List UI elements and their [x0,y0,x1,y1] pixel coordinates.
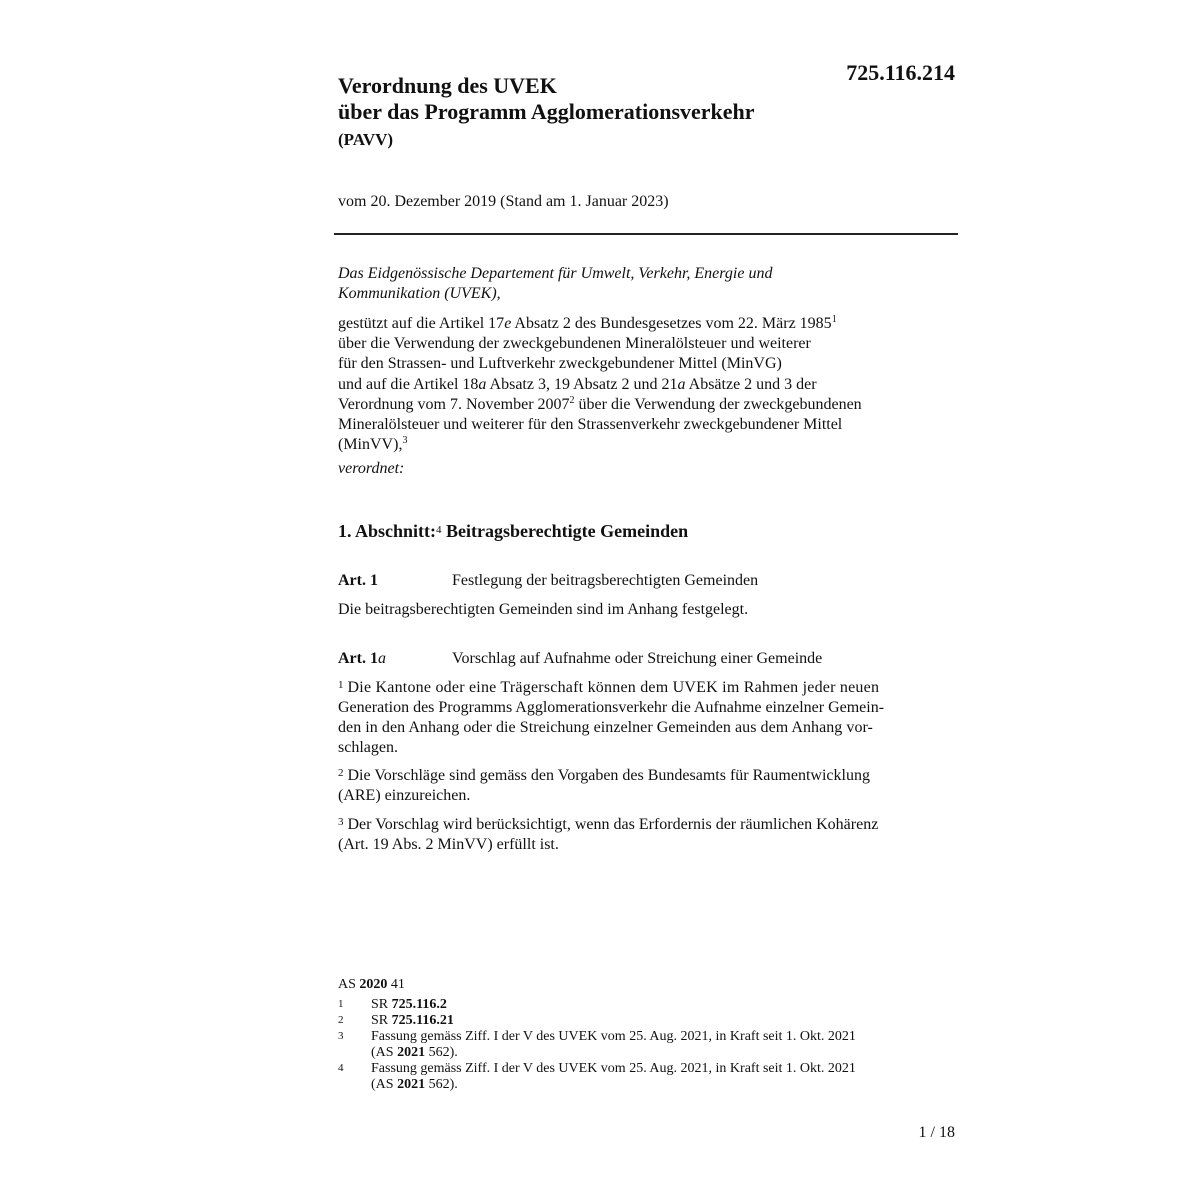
footnote-ref-3[interactable]: 3 [402,435,408,447]
page-number: 1 / 18 [918,1124,955,1141]
para-line: $^3$ Der Vorschlag wird berücksichtigt, wenn das Erfordernis der räumlichen Kohärenz [338,816,879,833]
preamble-legal-basis [338,314,862,455]
preamble-authority [338,264,772,304]
footnote-text: SR 725.116.21 [371,1013,454,1028]
header-rule [334,233,958,235]
paragraph-number: 1 [338,679,344,691]
date-line: vom 20. Dezember 2019 (Stand am 1. Januar 2023) [338,193,669,210]
para-line: $^2$ Die Vorschläge sind gemäss den Vorgaben des Bundesamts für Raumentwicklung [338,767,870,784]
title-line-2: über das Programm Agglomerationsverkehr [338,99,755,124]
para-line: (Art. 19 Abs. 2 MinVV) erfüllt ist. [338,836,559,853]
paragraph-2 [338,766,955,806]
basis-line: gestützt auf die Artikel 17e Absatz 2 des Bundesgesetzes vom 22. März 1985$^1$ [338,314,837,332]
footnote [338,1013,971,1029]
article-title: Vorschlag auf Aufnahme oder Streichung einer Gemeinde [452,650,823,667]
footnote-text: Fassung gemäss Ziff. I der V des UVEK vom 25. Aug. 2021, in Kraft seit 1. Okt. 2021 (AS 2021 562). [371,1029,856,1060]
footnote [338,1029,971,1061]
footnote-text: Fassung gemäss Ziff. I der V des UVEK vom 25. Aug. 2021, in Kraft seit 1. Okt. 2021 (AS 2021 562). [371,1061,856,1092]
footnote-ref-4[interactable]: 4 [436,524,442,536]
basis-line: Mineralölsteuer und weiterer für den Strassenverkehr zweckgebundener Mittel [338,416,843,434]
footnotes [338,977,971,1093]
footnote-number: 4 [338,1062,344,1074]
footnote-number: 3 [338,1030,344,1042]
basis-line: über die Verwendung der zweckgebundenen Mineralölsteuer und weiterer [338,335,811,353]
footnote [338,997,971,1013]
authority-line-1: Das Eidgenössische Departement für Umwelt, Verkehr, Energie und [338,265,773,282]
footnote [338,1061,971,1093]
basis-line: für den Strassen- und Luftverkehr zweckgebundener Mittel (MinVG) [338,355,782,373]
article-text: Die beitragsberechtigten Gemeinden sind im Anhang festgelegt. [338,601,749,618]
basis-line: Verordnung vom 7. November 2007$^2$ über die Verwendung der zweckgebundenen [338,394,862,413]
paragraph-number: 2 [338,767,344,779]
article-label: Art. 1a [338,650,386,667]
section-heading: 1. Abschnitt:$^4$ Beitragsberechtigte Gemeinden [338,521,689,541]
article-label: Art. 1 [338,572,378,589]
paragraph-1 [338,678,955,758]
para-line: den in den Anhang oder die Streichung einzelner Gemeinden aus dem Anhang vor- [338,719,873,736]
footnote-text: SR 725.116.2 [371,997,447,1012]
sr-number: 725.116.214 [846,60,955,85]
official-compilation-ref: AS 2020 41 [338,977,405,992]
document-title [338,73,755,125]
article-title: Festlegung der beitragsberechtigten Gemeinden [452,572,759,589]
footnote-number: 2 [338,1014,344,1026]
para-line: (ARE) einzureichen. [338,787,471,804]
para-line: $^1$ Die Kantone oder eine Trägerschaft können dem UVEK im Rahmen jeder neuen [338,679,880,696]
footnote-ref-2[interactable]: 2 [569,394,575,406]
para-line: Generation des Programms Agglomerationsverkehr die Aufnahme einzelner Gemein- [338,699,885,716]
authority-line-2: Kommunikation (UVEK), [338,285,501,302]
title-abbreviation: (PAVV) [338,130,394,149]
footnote-ref-1[interactable]: 1 [831,314,837,325]
paragraph-number: 3 [338,816,344,828]
basis-line: (MinVV),$^3$ [338,435,408,454]
title-line-1: Verordnung des UVEK [338,73,557,98]
para-line: schlagen. [338,739,398,756]
preamble-ordains: verordnet: [338,460,405,477]
paragraph-3 [338,815,955,855]
footnote-number: 1 [338,998,344,1010]
basis-line: und auf die Artikel 18a Absatz 3, 19 Absatz 2 und 21a Absätze 2 und 3 der [338,375,817,393]
